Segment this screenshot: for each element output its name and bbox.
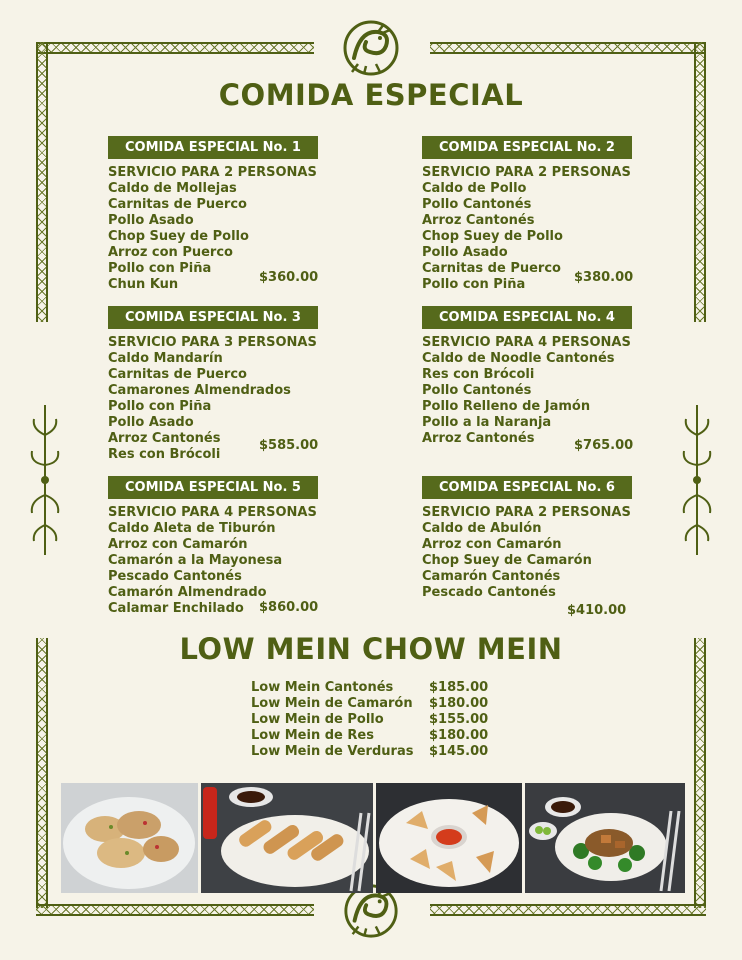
item-price: $155.00 xyxy=(429,712,489,727)
combo-2 xyxy=(422,136,682,293)
dragon-emblem-top-icon xyxy=(340,18,402,78)
combo-band: COMIDA ESPECIAL No. 5 xyxy=(108,476,318,499)
combo-price: $585.00 xyxy=(259,438,319,453)
list-item: Camarón Almendrado xyxy=(108,585,267,600)
list-item: Chun Kun xyxy=(108,277,179,292)
list-item: Pollo Asado xyxy=(422,245,508,260)
combo-3 xyxy=(108,306,368,463)
item-name: Low Mein de Camarón xyxy=(251,696,413,711)
combo-price: $380.00 xyxy=(574,270,634,285)
list-item: Pescado Cantonés xyxy=(108,569,242,584)
combo-price: $860.00 xyxy=(259,600,319,615)
item-name: Low Mein de Verduras xyxy=(251,744,414,759)
left-border-lower xyxy=(36,638,48,908)
list-item: Carnitas de Puerco xyxy=(108,197,247,212)
list-item: Pescado Cantonés xyxy=(422,585,556,600)
photo-stir-fry-broccoli xyxy=(525,783,685,893)
lowmein-list xyxy=(251,680,488,760)
combo-serving: SERVICIO PARA 4 PERSONAS xyxy=(422,335,631,350)
bottom-border-left xyxy=(36,904,314,916)
list-item: Pollo Asado xyxy=(108,415,194,430)
vine-ornament-left-icon xyxy=(28,405,62,555)
list-item: Chop Suey de Camarón xyxy=(422,553,592,568)
list-item: Pollo Cantonés xyxy=(422,383,532,398)
combo-price: $360.00 xyxy=(259,270,319,285)
list-item: Arroz con Camarón xyxy=(108,537,248,552)
combo-serving: SERVICIO PARA 2 PERSONAS xyxy=(108,165,317,180)
combo-5 xyxy=(108,476,368,617)
list-item: Chop Suey de Pollo xyxy=(108,229,249,244)
list-item xyxy=(251,696,488,712)
list-item: Res con Brócoli xyxy=(108,447,221,462)
bottom-border-right xyxy=(430,904,706,916)
list-item: Caldo de Pollo xyxy=(422,181,527,196)
combo-band: COMIDA ESPECIAL No. 1 xyxy=(108,136,318,159)
item-name: Low Mein Cantonés xyxy=(251,680,394,695)
item-name: Low Mein de Pollo xyxy=(251,712,384,727)
list-item: Pollo Asado xyxy=(108,213,194,228)
combo-serving: SERVICIO PARA 4 PERSONAS xyxy=(108,505,317,520)
combo-4 xyxy=(422,306,682,453)
list-item: Carnitas de Puerco xyxy=(422,261,561,276)
combo-items xyxy=(422,351,682,447)
combo-6 xyxy=(422,476,682,618)
combo-price: $410.00 xyxy=(567,603,627,618)
item-price: $185.00 xyxy=(429,680,489,695)
list-item: Pollo con Piña xyxy=(108,399,212,414)
combo-items xyxy=(422,181,682,293)
list-item: Caldo Aleta de Tiburón xyxy=(108,521,276,536)
list-item xyxy=(251,712,488,728)
list-item: Pollo con Piña xyxy=(422,277,526,292)
list-item: Arroz con Puerco xyxy=(108,245,233,260)
item-price: $145.00 xyxy=(429,744,489,759)
combo-serving: SERVICIO PARA 2 PERSONAS xyxy=(422,165,631,180)
right-border-lower xyxy=(694,638,706,908)
vine-ornament-right-icon xyxy=(680,405,714,555)
photo-egg-rolls xyxy=(201,783,373,893)
list-item: Pollo a la Naranja xyxy=(422,415,552,430)
list-item: Chop Suey de Pollo xyxy=(422,229,563,244)
combo-serving: SERVICIO PARA 3 PERSONAS xyxy=(108,335,317,350)
top-border-left xyxy=(36,42,314,54)
combo-items xyxy=(422,521,682,601)
item-price: $180.00 xyxy=(429,728,489,743)
combo-items xyxy=(108,521,368,617)
combo-band: COMIDA ESPECIAL No. 3 xyxy=(108,306,318,329)
list-item: Pollo con Piña xyxy=(108,261,212,276)
combo-band: COMIDA ESPECIAL No. 2 xyxy=(422,136,632,159)
list-item xyxy=(251,744,488,760)
page-title: COMIDA ESPECIAL xyxy=(218,78,524,112)
combo-band: COMIDA ESPECIAL No. 4 xyxy=(422,306,632,329)
list-item: Camarón Cantonés xyxy=(422,569,561,584)
list-item: Arroz Cantonés xyxy=(108,431,221,446)
combo-band: COMIDA ESPECIAL No. 6 xyxy=(422,476,632,499)
combo-price: $765.00 xyxy=(574,438,634,453)
photo-fried-wontons xyxy=(376,783,522,893)
list-item: Arroz con Camarón xyxy=(422,537,562,552)
list-item: Camarón a la Mayonesa xyxy=(108,553,283,568)
list-item: Arroz Cantonés xyxy=(422,431,535,446)
list-item xyxy=(251,680,488,696)
list-item xyxy=(251,728,488,744)
list-item: Pollo Relleno de Jamón xyxy=(422,399,591,414)
list-item: Arroz Cantonés xyxy=(422,213,535,228)
list-item: Carnitas de Puerco xyxy=(108,367,247,382)
list-item: Caldo de Noodle Cantonés xyxy=(422,351,615,366)
top-border-right xyxy=(430,42,706,54)
combo-items xyxy=(108,181,368,293)
photo-salt-pepper-wings xyxy=(61,783,198,893)
list-item: Res con Brócoli xyxy=(422,367,535,382)
combo-1 xyxy=(108,136,368,293)
combo-items xyxy=(108,351,368,463)
item-name: Low Mein de Res xyxy=(251,728,374,743)
lowmein-title: LOW MEIN CHOW MEIN xyxy=(179,632,563,666)
combo-serving: SERVICIO PARA 2 PERSONAS xyxy=(422,505,631,520)
list-item: Calamar Enchilado xyxy=(108,601,244,616)
list-item: Caldo Mandarín xyxy=(108,351,223,366)
list-item: Camarones Almendrados xyxy=(108,383,291,398)
item-price: $180.00 xyxy=(429,696,489,711)
list-item: Caldo de Mollejas xyxy=(108,181,237,196)
list-item: Pollo Cantonés xyxy=(422,197,532,212)
list-item: Caldo de Abulón xyxy=(422,521,542,536)
